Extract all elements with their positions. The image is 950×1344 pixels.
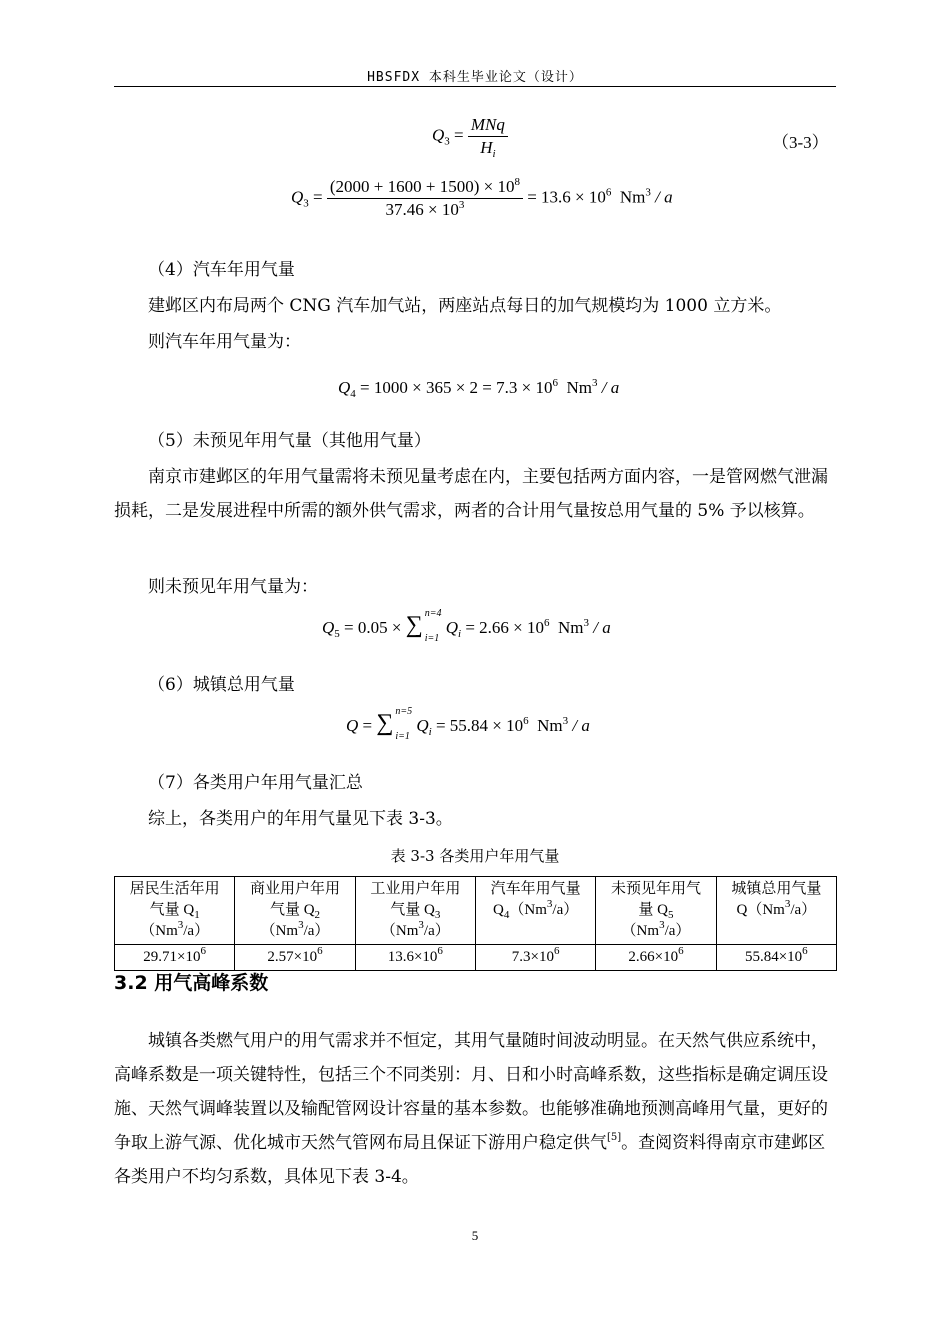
table-header-cell: 工业用户年用 气量 $Q_3$ （Nm$^3$/a） [355,877,475,945]
numerator-text: MNq [470,115,505,134]
sum-upper: n=5 [395,706,413,717]
sum-upper: n=4 [424,608,442,619]
table-cell: $2.57\times 10^6$ [235,945,355,971]
paragraph: 综上，各类用户的年用气量见下表 3-3。 [148,809,453,829]
equation-3-3: $Q_3$ = $\frac{\text{MNq}}{H_i}$ [432,114,508,159]
unit: Nm [566,378,592,397]
page-header: HBSFDX 本科生毕业论文（设计） [367,70,583,85]
subsection-heading-4: （4）汽车年用气量 [148,260,295,280]
unit-tail: / a [589,617,611,637]
table-row [115,945,837,971]
unit: Nm [619,187,646,207]
denominator-text: H [480,138,493,157]
unit-exp: 3 [591,377,598,389]
table-header-row [115,877,837,945]
table-cell: $13.6\times 10^6$ [355,945,475,971]
eq-lhs-sub: 5 [334,627,340,640]
eq-lhs: Q [322,617,335,637]
paragraph-text: 城镇各类燃气用户的用气需求并不恒定，其用气量随时间波动明显。在天然气供应系统中，高峰系数是一项关键特性，包括三个不同类别：月、日和小时高峰系数，这些指标是确定调压设施、天然气调峰装置以及输配管网设计容量的基本参数。也能够准确地预测高峰用气量，更好的争取上游气源、优化城市天然气管网布局且保证下游用户稳定供气 [114,1031,828,1153]
eq-term: Q [416,715,429,735]
unit: Nm [558,617,584,637]
section-heading: 3.2 用气高峰系数 [114,972,269,994]
denominator-text: 37.46 × 10 [385,200,459,219]
table-cell: $55.84\times 10^6$ [716,945,836,971]
paragraph [114,1024,836,1194]
table-header-cell: 汽车年用气量 $Q_4(Nm^3/a)$ [475,877,595,945]
citation-ref[interactable]: [5] [607,1132,622,1143]
table-cell: $29.71\times 10^6$ [115,945,235,971]
fraction-numerator [468,114,508,137]
table-cell: $2.66\times 10^6$ [596,945,716,971]
eq-post: = 2.66 × 10 [461,617,544,637]
eq-pre: = 0.05 × [339,617,406,637]
eq-exp: 6 [523,714,529,727]
unit-exp: 3 [583,616,589,629]
eq-lhs-sub: 4 [350,388,356,400]
table-header-cell: 城镇总用气量 Q（Nm$^3$/a） [716,877,836,945]
page-number: 5 [471,1228,479,1243]
sum-lower: i=1 [395,731,410,742]
unit-exp: 3 [562,714,569,727]
paragraph-text: 。查阅资料得南京市建邺区各类用户不均匀系数，具体见下表 3-4。 [114,1133,826,1187]
equation-q5 [322,608,611,644]
eq-result: = 13.6 × 10 [527,187,606,207]
sum-symbol: ∑ n=5 i=1 [376,706,413,742]
fraction-denominator [327,199,523,221]
paragraph: 建邺区内布局两个 CNG 汽车加气站，两座站点每日的加气规模均为 1000 立方米。 [148,296,782,316]
eq-term-sub: i [458,627,462,640]
table-cell: $7.3\times 10^6$ [475,945,595,971]
subsection-heading-7: （7）各类用户年用气量汇总 [148,773,363,793]
subsection-heading-6: （6）城镇总用气量 [148,675,295,695]
table-header-cell: 商业用户年用 气量 $Q_2$ （Nm$^3$/a） [235,877,355,945]
equation-number: （3-3） [772,133,829,152]
fraction-denominator [468,137,508,159]
equation-q-total [346,706,590,742]
gas-consumption-table [114,876,837,971]
fraction-numerator [327,176,523,199]
eq-result-exp: 6 [605,186,612,199]
eq-lhs: Q [291,187,304,207]
eq-lhs: Q [338,378,351,397]
eq-post: = 55.84 × 10 [431,715,524,735]
eq-body: = 1000 × 365 × 2 = 7.3 × 10 [355,378,553,397]
paragraph: 则未预见年用气量为： [148,577,318,597]
unit-tail: / a [568,715,590,735]
eq-term-sub: i [428,725,432,738]
table-header-cell: 居民生活年用 气量 $Q_1$ （Nm$^3$/a） [115,877,235,945]
eq-exp: 6 [552,377,558,389]
denominator-sub: i [492,148,496,160]
fraction [327,176,523,221]
numerator-exp: 8 [514,176,520,188]
subsection-heading-5: （5）未预见年用气量（其他用气量） [148,431,431,451]
table-caption: 表 3-3 各类用户年用气量 [390,847,560,865]
equation-q4 [338,378,619,398]
unit: Nm [537,715,563,735]
unit-tail: / a [597,378,620,397]
eq-lhs: Q [346,715,359,735]
eq-lhs-sub: 3 [303,197,309,210]
fraction [468,114,508,159]
denominator-exp: 3 [458,199,465,211]
table-header-cell: 未预见年用气 量 $Q_5$ （Nm$^3$/a） [596,877,716,945]
numerator-text: (2000 + 1600 + 1500) × 10 [329,177,515,196]
unit-exp: 3 [645,186,651,199]
sum-symbol: ∑ n=4 i=1 [405,608,442,644]
eq-lhs: Q [432,125,445,145]
paragraph: 则汽车年用气量为： [148,332,301,352]
equation-q3-calc: $Q_3$ = $\frac{(2000 + 1600 + 1500) \times 10^8}{37.46 \times 10^3}$ = $13.6 \times 10^6$ Nm$^3$ / a [291,176,673,219]
eq-term: Q [445,617,458,637]
eq-lhs-sub: 3 [444,135,450,148]
eq-exp: 6 [544,616,550,629]
unit-tail: / a [650,187,673,207]
paragraph: 南京市建邺区的年用气量需将未预见量考虑在内，主要包括两方面内容，一是管网燃气泄漏损耗，二是发展进程中所需的额外供气需求，两者的合计用气量按总用气量的 5% 予以核算。 [114,467,828,521]
sum-lower: i=1 [424,633,440,644]
header-rule [114,86,836,87]
eq-pre: = [358,715,377,735]
